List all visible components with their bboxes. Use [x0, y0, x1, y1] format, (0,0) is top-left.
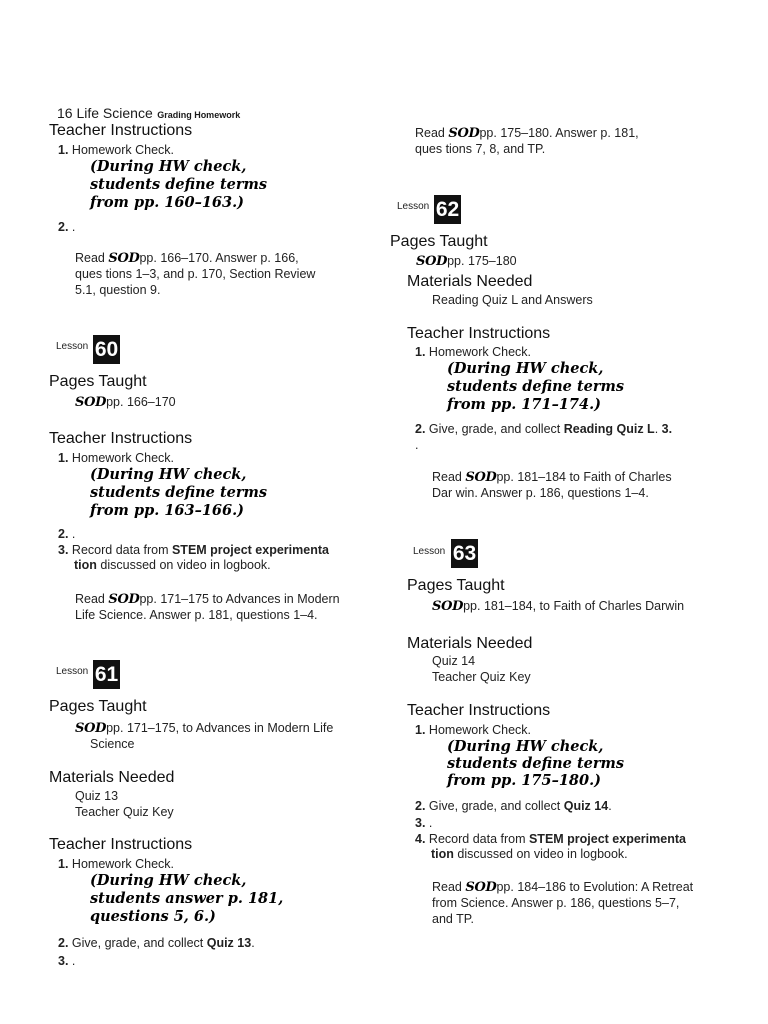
- lesson-60-pages-heading: Pages Taught: [49, 373, 147, 390]
- lesson-61-number: 61: [93, 660, 120, 689]
- lesson-63-assign-3: and TP.: [432, 912, 474, 926]
- lesson-61-pages-heading: Pages Taught: [49, 698, 147, 715]
- lesson-63-materials-heading: Materials Needed: [407, 635, 533, 652]
- lesson-63-italic-1: (During HW check,: [447, 738, 604, 755]
- left-top-assign-2: ques tions 1–3, and p. 170, Section Review: [75, 267, 316, 281]
- lesson-63-item3: 3. .: [415, 816, 433, 830]
- left-top-italic-1: (During HW check,: [90, 158, 247, 175]
- sod-logo: SOD: [448, 126, 480, 141]
- lesson-63-number: 63: [451, 539, 478, 568]
- left-top-ti-heading: Teacher Instructions: [49, 122, 193, 139]
- right-top-assign-2: ques tions 7, 8, and TP.: [415, 142, 546, 156]
- lesson-63-pages-heading: Pages Taught: [407, 577, 505, 594]
- left-top-assign-1: Read SODpp. 166–170. Answer p. 166,: [75, 251, 299, 266]
- sod-logo: SOD: [108, 251, 140, 266]
- lesson-62-assign-1: Read SODpp. 181–184 to Faith of Charles: [432, 470, 672, 485]
- lesson-62-number: 62: [434, 195, 461, 224]
- sod-logo: SOD: [465, 880, 497, 895]
- lesson-60-italic-3: from pp. 163–166.): [90, 502, 245, 519]
- lesson-62-item2: 2. Give, grade, and collect Reading Quiz L. 3.: [415, 422, 673, 436]
- lesson-63-item2: 2. Give, grade, and collect Quiz 14.: [415, 799, 612, 813]
- lesson-60-italic-1: (During HW check,: [90, 466, 247, 483]
- lesson-61-item2: 2. Give, grade, and collect Quiz 13.: [58, 936, 255, 950]
- lesson-60-item2: 2. .: [58, 527, 76, 541]
- lesson-62-item1: 1. Homework Check.: [415, 345, 532, 359]
- lesson-63-italic-3: from pp. 175–180.): [447, 772, 602, 789]
- book-subtitle: Grading Homework: [157, 110, 241, 120]
- left-top-italic-2: students define terms: [90, 176, 268, 193]
- lesson-63-italic-2: students define terms: [447, 755, 625, 772]
- lesson-63-pages: SODpp. 181–184, to Faith of Charles Darwin: [432, 599, 685, 614]
- lesson-63-ti-heading: Teacher Instructions: [407, 702, 551, 719]
- lesson-61-label: Lesson: [56, 666, 89, 677]
- lesson-62-label: Lesson: [397, 201, 430, 212]
- lesson-62-italic-2: students define terms: [447, 378, 625, 395]
- lesson-60-item3-cont: tion discussed on video in logbook.: [74, 558, 271, 572]
- lesson-62-pages-heading: Pages Taught: [390, 233, 488, 250]
- lesson-61-materials-heading: Materials Needed: [49, 769, 175, 786]
- lesson-61-material-1: Quiz 13: [75, 789, 119, 803]
- lesson-61-material-2: Teacher Quiz Key: [75, 805, 174, 819]
- lesson-63-material-2: Teacher Quiz Key: [432, 670, 531, 684]
- lesson-61-pages-1: SODpp. 171–175, to Advances in Modern Life: [75, 721, 334, 736]
- lesson-61-pages-2: Science: [90, 737, 135, 751]
- lesson-63-item4: 4. Record data from STEM project experimenta: [415, 832, 686, 846]
- lesson-60-assign-2: Life Science. Answer p. 181, questions 1–4.: [75, 608, 318, 622]
- sod-logo: SOD: [465, 470, 497, 485]
- page-header: [57, 105, 240, 123]
- lesson-63-material-1: Quiz 14: [432, 654, 476, 668]
- lesson-62-italic-1: (During HW check,: [447, 360, 604, 377]
- lesson-60-italic-2: students define terms: [90, 484, 268, 501]
- lesson-61-item1: 1. Homework Check.: [58, 857, 175, 871]
- lesson-62-dot: .: [415, 438, 419, 452]
- lesson-60-label: Lesson: [56, 341, 89, 352]
- lesson-60-assign-1: Read SODpp. 171–175 to Advances in Modern: [75, 592, 340, 607]
- left-top-assign-3: 5.1, question 9.: [75, 283, 161, 297]
- left-top-italic-3: from pp. 160–163.): [90, 194, 245, 211]
- sod-logo: SOD: [416, 254, 448, 269]
- lesson-61-italic-3: questions 5, 6.): [90, 908, 216, 925]
- right-top-assign-1: Read SODpp. 175–180. Answer p. 181,: [415, 126, 639, 141]
- lesson-61-italic-2: students answer p. 181,: [90, 890, 284, 907]
- lesson-60-ti-heading: Teacher Instructions: [49, 430, 193, 447]
- lesson-62-ti-heading: Teacher Instructions: [407, 325, 551, 342]
- lesson-60-item3: 3. Record data from STEM project experimenta: [58, 543, 329, 557]
- lesson-60-item1: 1. Homework Check.: [58, 451, 175, 465]
- lesson-63-label: Lesson: [413, 546, 446, 557]
- sod-logo: SOD: [108, 592, 140, 607]
- lesson-63-assign-1: Read SODpp. 184–186 to Evolution: A Retreat: [432, 880, 694, 895]
- lesson-62-italic-3: from pp. 171–174.): [447, 396, 602, 413]
- lesson-60-number: 60: [93, 335, 120, 364]
- lesson-62-materials-heading: Materials Needed: [407, 273, 533, 290]
- lesson-62-assign-2: Dar win. Answer p. 186, questions 1–4.: [432, 486, 649, 500]
- book-title: 16 Life Science: [57, 105, 153, 121]
- lesson-63-item1: 1. Homework Check.: [415, 723, 532, 737]
- lesson-61-item3: 3. .: [58, 954, 76, 968]
- lesson-61-italic-1: (During HW check,: [90, 872, 247, 889]
- left-top-item1: 1. Homework Check.: [58, 143, 175, 157]
- lesson-63-item4-cont: tion discussed on video in logbook.: [431, 847, 628, 861]
- lesson-62-pages: SODpp. 175–180: [416, 254, 517, 269]
- lesson-61-ti-heading: Teacher Instructions: [49, 836, 193, 853]
- lesson-62-material-1: Reading Quiz L and Answers: [432, 293, 593, 307]
- sod-logo: SOD: [75, 395, 107, 410]
- sod-logo: SOD: [75, 721, 107, 736]
- lesson-63-assign-2: from Science. Answer p. 186, questions 5–7,: [432, 896, 680, 910]
- lesson-60-pages: SODpp. 166–170: [75, 395, 176, 410]
- left-top-item2: 2. .: [58, 220, 76, 234]
- sod-logo: SOD: [432, 599, 464, 614]
